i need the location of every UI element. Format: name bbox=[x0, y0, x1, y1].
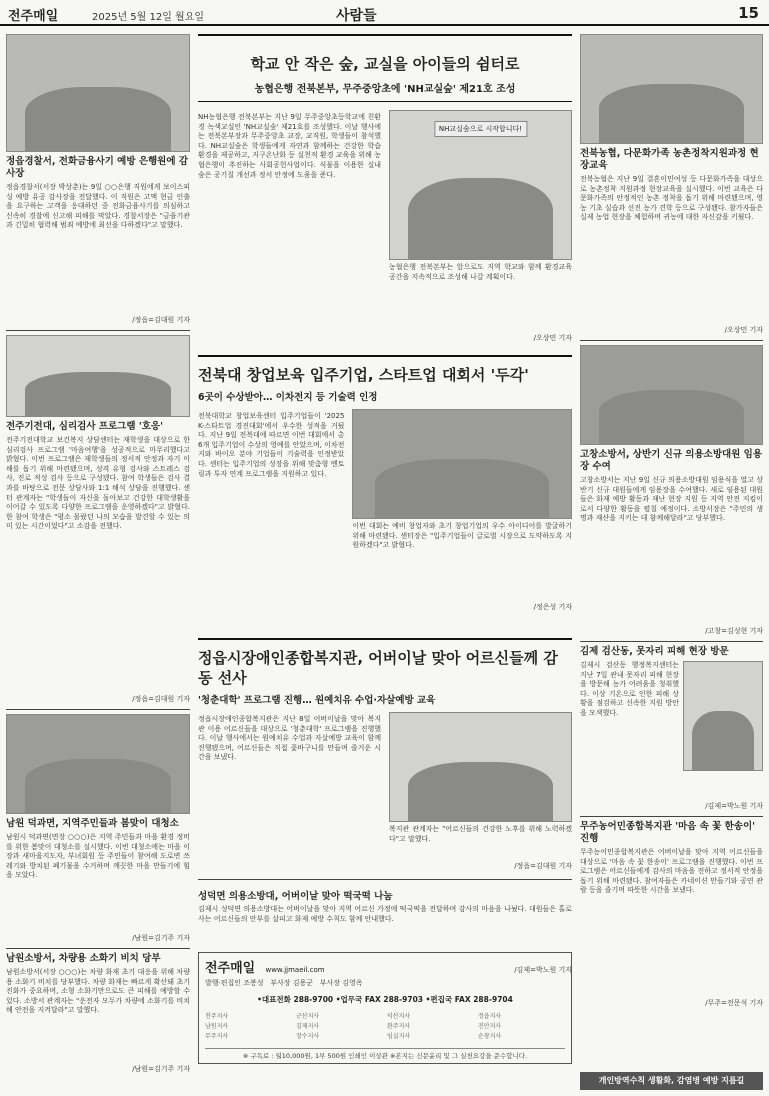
story-body: 농협은행 전북본부는 앞으로도 지역 학교와 함께 환경교육 공간을 지속적으로 조성해 나갈 계획이다. bbox=[389, 263, 572, 281]
story-byline: /정읍=김대원 기자 bbox=[514, 862, 572, 870]
story-body: NH농협은행 전북본부는 지난 9일 무주중앙초등학교에 친환경 녹색교실인 'NH교실숲' 제21호를 조성했다. 이날 행사에는 전북본부장과 무주중앙초 교장, 교직원, 학생들이 참석했다. NH교실숲은 학생들에게 자연과 함께하는 건강한 학습 환경을 제공하고, 지구온난화 등 실천적 환경 교육을 위해 농협은행이 추진하는 사회공헌사업이다. 식물을 이용한 실내 숲은 공기질 개선과 정서 안정에 도움을 준다. bbox=[198, 113, 381, 179]
story-body: 김제시 성덕면 의용소방대는 어버이날을 맞아 지역 어르신 가정에 떡국떡을 전달하며 감사의 마음을 나눴다. 대원들은 홀로 사는 어르신들의 안부를 살피고 화재 예방 수칙도 함께 안내했다. bbox=[198, 905, 572, 923]
story-body: 정읍시장애인종합복지관은 지난 8일 어버이날을 맞아 복지관 이용 어르신들을 대상으로 '청춘대학' 프로그램을 진행했다. 이날 행사에서는 원예치유 수업과 자살예방 교육이 함께 진행됐으며, 어르신들은 직접 꽃바구니를 만들며 즐거운 시간을 보냈다. bbox=[198, 715, 381, 762]
story-photo bbox=[352, 409, 572, 519]
story-body: 복지관 관계자는 "어르신들의 건강한 노후를 위해 노력하겠다"고 말했다. bbox=[389, 825, 572, 843]
story-byline: /남원=김기주 기자 bbox=[132, 1065, 190, 1073]
headline: 전북대 창업보육 입주기업, 스타트업 대회서 '두각' bbox=[198, 366, 529, 384]
story-body: 정읍경찰서(서장 박상춘)는 9일 ○○은행 직원에게 보이스피싱 예방 유공 감사장을 전달했다. 이 직원은 고액 현금 인출을 요구하는 고객을 응대하던 중 전화금융사기를 의심하고 신속히 경찰에 신고해 피해를 막았다. 경찰서장은 "금융기관과 긴밀히 협력해 범죄 예방에 최선을 다하겠다"고 말했다. bbox=[6, 183, 190, 230]
story-photo bbox=[580, 345, 763, 445]
story-body: 김제시 검산동 행정복지센터는 지난 7일 관내 못자리 피해 현장을 방문해 농가 어려움을 청취했다. 이상 기온으로 인한 피해 상황을 점검하고 신속한 지원 방안을 모색했다. bbox=[580, 661, 679, 717]
center-story-3 bbox=[198, 638, 572, 975]
subhead: 6곳이 수상받아… 이차전지 등 기술력 인정 bbox=[198, 392, 378, 403]
story-byline: /김제=박노원 기자 bbox=[705, 802, 763, 810]
story-byline: /정읍=김대원 기자 bbox=[132, 316, 190, 324]
public-notice-banner: 개인방역수칙 생활화, 감염병 예방 지름길 bbox=[580, 1072, 763, 1090]
story-photo bbox=[389, 712, 572, 822]
story-byline: /고창=김성현 기자 bbox=[705, 627, 763, 635]
masthead-footer: ※ 구독료 : 월10,000원, 1부 500원 인쇄인 이상관 ※본지는 신문윤리 및 그 실천요강을 준수합니다. bbox=[205, 1048, 565, 1060]
center-story-1 bbox=[198, 34, 572, 343]
story-title: 김제 검산동, 못자리 피해 현장 방문 bbox=[580, 646, 729, 657]
right-column bbox=[580, 34, 763, 1008]
masthead-directory: 전주지사 군산지사 익산지사 정읍지사 남원지사 김제지사 완주지사 진안지사 무주지사 장수지사 임실지사 순창지사 bbox=[205, 1013, 502, 1040]
page-header bbox=[0, 0, 769, 26]
story-body: 남원소방서(서장 ○○○)는 차량 화재 초기 대응을 위해 차량용 소화기 비치를 당부했다. 차량 화재는 빠르게 확산돼 초기 진화가 중요하며, 소형 소화기만으로도 큰 피해를 예방할 수 있다. 소방서 관계자는 "운전자 모두가 차량에 소화기를 비치해 안전을 지켜달라"고 말했다. bbox=[6, 968, 190, 1015]
story-photo bbox=[389, 110, 572, 260]
masthead-url: www.jjmaeil.com bbox=[265, 966, 325, 974]
subhead: 성덕면 의용소방대, 어버이날 맞아 떡국떡 나눔 bbox=[198, 891, 393, 902]
story-photo bbox=[6, 335, 190, 417]
story-title: 정읍경찰서, 전화금융사기 예방 은행원에 감사장 bbox=[6, 156, 189, 179]
masthead-phone-line: •대표전화 288-9700 •업무국 FAX 288-9703 •편집국 FAX 288-9704 bbox=[257, 995, 513, 1004]
masthead-publisher: 발행·편집인 조봉성 bbox=[205, 979, 264, 987]
headline: 정읍시장애인종합복지관, 어버이날 맞아 어르신들께 감동 선사 bbox=[198, 649, 558, 687]
story-photo bbox=[580, 34, 763, 144]
story-title: 남원 덕과면, 지역주민들과 봄맞이 대청소 bbox=[6, 818, 179, 829]
story-title: 무주농어민종합복지관 '마음 속 꽃 한송이' 진행 bbox=[580, 821, 756, 844]
photo-sign: NH교실숲으로 시작합니다! bbox=[434, 121, 527, 137]
story-title: 고창소방서, 상반기 신규 의용소방대원 임용장 수여 bbox=[580, 449, 763, 472]
story-title: 남원소방서, 차량용 소화기 비치 당부 bbox=[6, 953, 161, 964]
story-title: 전북농협, 다문화가족 농촌정착지원과정 현장교육 bbox=[580, 148, 759, 171]
section-title: 사람들 bbox=[336, 8, 377, 24]
story-body: 전북대학교 창업보육센터 입주기업들이 '2025 K-스타트업 경진대회'에서 우수한 성적을 거뒀다. 지난 9일 전북대에 따르면 이번 대회에서 총 6개 입주기업이 수상의 영예를 안았으며, 이차전지와 바이오 분야 기업들이 기술력을 인정받았다. 센터는 입주기업의 성장을 위해 맞춤형 멘토링과 투자 연계 프로그램을 지원하고 있다. bbox=[198, 412, 345, 478]
story-byline: /오상민 기자 bbox=[724, 326, 763, 334]
subhead: 농협은행 전북본부, 무주중앙초에 'NH교실숲' 제21호 조성 bbox=[254, 84, 516, 95]
story-byline: /정은성 기자 bbox=[533, 603, 572, 611]
masthead-reporter: 부사장 김용군 bbox=[270, 979, 314, 987]
story-body: 남원시 덕과면(면장 ○○○)은 지역 주민들과 마을 환경 정비를 위한 봄맞이 대청소를 실시했다. 이번 대청소에는 마을 이장과 새마을지도자, 부녀회원 등 주민들이 참여해 도로변 쓰레기와 방치된 폐기물을 수거하며 깨끗한 마을 만들기에 힘을 모았다. bbox=[6, 833, 190, 880]
story-title: 전주기전대, 심리검사 프로그램 '호응' bbox=[6, 421, 164, 432]
page-number: 15 bbox=[738, 4, 759, 22]
story-photo bbox=[6, 714, 190, 814]
story-body: 고창소방서는 지난 9일 신규 의용소방대원 임용식을 열고 상반기 신규 대원들에게 임용장을 수여했다. 새로 임용된 대원들은 화재 예방 활동과 재난 현장 지원 등 지역 안전 지킴이로서 다양한 활동을 펼칠 예정이다. 소방서장은 "주민의 생명과 재산을 지키는 데 함께해달라"고 당부했다. bbox=[580, 476, 763, 523]
story-photo bbox=[6, 34, 190, 152]
center-story-2 bbox=[198, 355, 572, 612]
story-byline: /무주=전문석 기자 bbox=[705, 999, 763, 1007]
story-photo bbox=[683, 661, 763, 771]
story-byline: /오상민 기자 bbox=[533, 334, 572, 342]
newspaper-name: 전주매일 bbox=[8, 9, 59, 24]
story-body: 전북농협은 지난 9일 결혼이민여성 등 다문화가족을 대상으로 농촌정착 지원과정 현장교육을 실시했다. 이번 교육은 다문화가족의 안정적인 농촌 정착을 돕기 위해 마련됐으며, 영농 기초 실습과 선진 농가 견학 등으로 구성됐다. 참가자들은 실제 농업 현장을 체험하며 귀농에 대한 자신감을 키웠다. bbox=[580, 175, 763, 222]
left-column bbox=[6, 34, 190, 1074]
headline: 학교 안 작은 숲, 교실을 아이들의 쉼터로 bbox=[250, 55, 520, 73]
masthead bbox=[198, 952, 572, 1064]
story-byline: /김제=박노원 기자 bbox=[514, 966, 572, 974]
subhead: '청춘대학' 프로그램 진행… 원예치유 수업·자살예방 교육 bbox=[198, 695, 436, 706]
story-body: 전주기전대학교 보건복지 상담센터는 재학생을 대상으로 한 심리검사 프로그램 '마음여행'을 성공적으로 마무리했다고 밝혔다. 이번 프로그램은 재학생들의 정서적 안정과 자기 이해를 돕기 위해 마련됐으며, 성격 유형 검사와 스트레스 검사, 진로 적성 검사 등으로 구성됐다. 참여 학생들은 검사 결과를 바탕으로 전문 상담사와 1:1 해석 상담을 진행했다. 센터 관계자는 "학생들이 자신을 돌아보고 건강한 대학생활을 이어갈 수 있도록 다양한 프로그램을 운영하겠다"고 밝혔다. 한 참여 학생은 "평소 몰랐던 나의 모습을 발견할 수 있는 의미 있는 시간이었다"고 소감을 전했다. bbox=[6, 436, 190, 531]
masthead-editor: 부사장 김영옥 bbox=[319, 979, 363, 987]
story-byline: /남원=김기주 기자 bbox=[132, 934, 190, 942]
issue-date: 2025년 5월 12일 월요일 bbox=[92, 12, 205, 23]
masthead-logo: 전주매일 bbox=[205, 961, 256, 976]
story-byline: /정읍=김대원 기자 bbox=[132, 695, 190, 703]
story-body: 무주농어민종합복지관은 어버이날을 맞아 지역 어르신들을 대상으로 '마음 속 꽃 한송이' 프로그램을 진행했다. 이번 프로그램은 어르신들에게 감사의 마음을 전하고 정서적 안정을 돕기 위해 마련됐다. 참여자들은 카네이션 만들기와 공연 관람 등을 즐기며 따뜻한 시간을 보냈다. bbox=[580, 848, 763, 895]
story-body: 이번 대회는 예비 창업자와 초기 창업기업의 우수 아이디어를 발굴하기 위해 마련됐다. 센터장은 "입주기업들이 글로벌 시장으로 도약하도록 지원하겠다"고 밝혔다. bbox=[352, 522, 572, 550]
